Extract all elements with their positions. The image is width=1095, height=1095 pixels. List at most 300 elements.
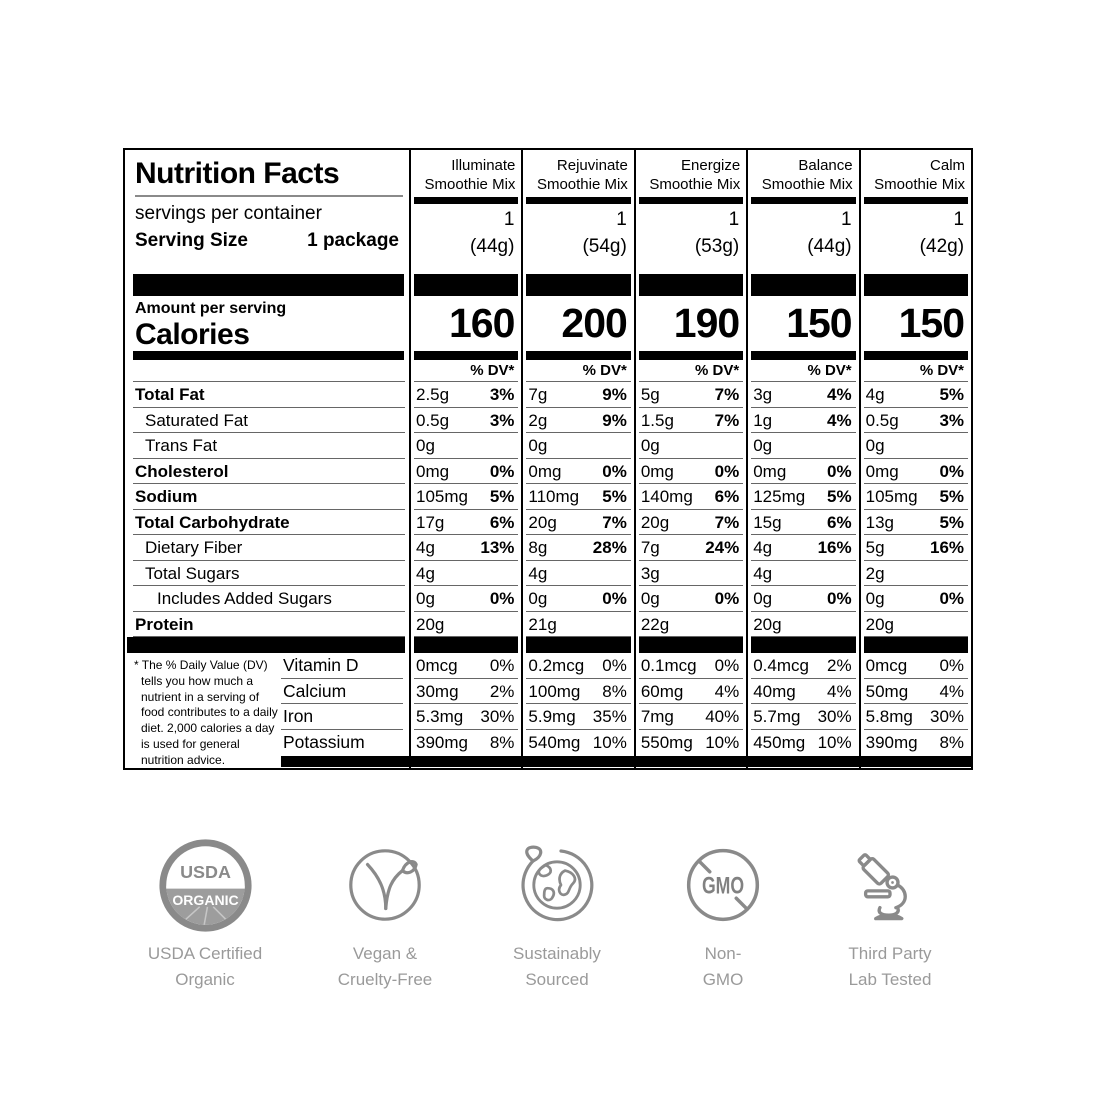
vitamin-dv: 4%	[939, 681, 965, 701]
nutrient-value-row	[523, 586, 633, 612]
nutrient-label: Trans Fat	[145, 436, 218, 455]
vitamin-value-row	[523, 704, 633, 730]
nutrient-amount: 0g	[753, 589, 773, 608]
nutrient-dv: 5%	[602, 487, 627, 506]
vitamin-value-row	[748, 704, 858, 730]
sustainable-globe-icon	[482, 833, 632, 937]
vitamin-values-area	[861, 653, 971, 768]
nutrient-value-row	[523, 535, 633, 561]
vitamin-dv: 8%	[939, 733, 965, 753]
nutrient-value-row	[636, 535, 746, 561]
nutrient-dv: 13%	[480, 538, 515, 557]
nutrient-amount: 0.5g	[416, 410, 450, 430]
product-name-line: Rejuvinate	[556, 157, 628, 174]
nutrient-value-row	[636, 382, 746, 408]
badge-sustainable	[482, 833, 632, 993]
nutrient-value-row	[636, 586, 746, 612]
nutrient-label: Dietary Fiber	[145, 538, 243, 557]
thick-divider-bar	[636, 637, 746, 653]
nutrient-dv: 16%	[930, 538, 965, 557]
label-bottom-area	[125, 653, 409, 767]
product-column-rejuvinate	[521, 150, 633, 768]
divider-bar	[636, 351, 746, 360]
badge-usda-organic	[130, 833, 280, 993]
nutrient-labels	[125, 382, 409, 637]
vitamin-value-row	[523, 653, 633, 679]
product-name-line: Energize	[681, 157, 741, 174]
label-column	[125, 150, 409, 768]
nutrient-value-row	[523, 484, 633, 510]
nutrient-dv: 28%	[592, 538, 627, 557]
vitamin-value-row	[636, 730, 746, 756]
divider-bar	[125, 351, 409, 360]
calories-value-area	[636, 296, 746, 351]
nutrient-value-row	[411, 561, 521, 587]
nutrient-value-row	[411, 408, 521, 434]
thick-divider-bar	[125, 274, 409, 296]
nutrient-value-row	[411, 433, 521, 459]
nutrient-value-row	[636, 510, 746, 536]
nutrient-amount: 0g	[528, 436, 548, 455]
product-name-line: Smoothie Mix	[874, 176, 966, 193]
vitamin-amount: 50mg	[865, 681, 909, 701]
nutrient-value-row	[861, 459, 971, 485]
vitamin-amount: 30mg	[416, 681, 459, 701]
vitamin-values-area	[523, 653, 633, 768]
servings-value: 1	[953, 209, 965, 230]
product-name-line: Illuminate	[451, 157, 516, 174]
badge-caption-line: Cruelty-Free	[337, 970, 433, 989]
thick-divider-bar	[636, 274, 746, 296]
vitamin-amount: 7mg	[640, 707, 674, 727]
nutrient-amount: 20g	[865, 614, 894, 634]
calories-value-area	[523, 296, 633, 351]
nutrient-amount: 1g	[753, 410, 773, 430]
vitamin-value-row	[861, 679, 971, 705]
nutrient-label: Includes Added Sugars	[157, 589, 332, 608]
thick-divider-bar	[748, 274, 858, 296]
nutrient-amount: 20g	[640, 512, 670, 532]
dv-header: % DV*	[861, 360, 971, 382]
product-header	[748, 150, 858, 274]
vitamin-label: Calcium	[283, 680, 347, 701]
calories-value: 200	[561, 300, 627, 346]
thick-divider-bar	[861, 637, 971, 653]
vitamin-label: Vitamin D	[283, 655, 359, 675]
vitamin-amount: 5.8mg	[865, 707, 913, 727]
nutrient-dv: 7%	[602, 512, 627, 532]
nutrient-amount: 0g	[753, 436, 773, 455]
vitamin-dv: 2%	[827, 656, 852, 675]
bottom-bar	[411, 756, 521, 767]
dv-header: % DV*	[748, 360, 858, 382]
nutrient-value-row	[636, 561, 746, 587]
vitamin-amount: 0.4mcg	[753, 656, 809, 675]
vitamin-amount: 450mg	[753, 733, 806, 753]
nutrient-amount: 20g	[753, 614, 782, 634]
vitamin-dv: 10%	[705, 733, 740, 753]
title-divider	[135, 195, 403, 197]
bottom-bar	[861, 756, 971, 767]
vitamin-amount: 0.1mcg	[640, 656, 697, 675]
vitamin-amount: 5.9mg	[528, 707, 576, 727]
nutrient-amount: 21g	[528, 614, 557, 634]
nutrient-amount: 0mg	[640, 461, 674, 481]
product-header	[523, 150, 633, 274]
nutrient-dv: 5%	[489, 487, 515, 506]
serving-size-label: Serving Size	[135, 230, 248, 251]
nutrient-amount: 4g	[528, 563, 548, 583]
nutrient-amount: 20g	[416, 614, 445, 634]
nutrient-amount: 0g	[640, 589, 660, 608]
thick-divider-bar	[125, 637, 409, 653]
nutrient-value-row	[861, 561, 971, 587]
vitamin-value-row	[523, 730, 633, 756]
vitamin-label-row	[281, 704, 409, 730]
nutrient-value-row	[748, 408, 858, 434]
serving-weight-value: (53g)	[694, 236, 740, 257]
nutrient-dv: 0%	[827, 589, 852, 608]
nutrient-dv: 5%	[827, 487, 852, 506]
nutrient-dv: 9%	[602, 385, 627, 404]
bottom-bar	[523, 756, 633, 767]
nutrient-label: Total Carbohydrate	[135, 512, 290, 532]
nutrient-amount: 4g	[753, 563, 773, 583]
vitamin-dv: 0%	[489, 656, 515, 675]
vitamin-value-row	[411, 653, 521, 679]
nutrient-dv: 4%	[827, 410, 852, 430]
nutrient-amount: 2.5g	[416, 385, 450, 404]
nutrient-amount: 0g	[865, 589, 885, 608]
nutrient-dv: 7%	[714, 410, 740, 430]
nutrient-amount: 13g	[865, 512, 894, 532]
product-name-line: Smoothie Mix	[649, 176, 741, 193]
seal-bottom-text: ORGANIC	[171, 891, 239, 908]
nutrient-label: Total Fat	[135, 385, 205, 404]
product-name	[523, 156, 633, 194]
vitamin-label: Iron	[283, 706, 314, 727]
bottom-bar	[281, 756, 409, 767]
servings-value: 1	[503, 209, 515, 230]
nutrient-label-row	[125, 408, 409, 434]
nutrient-dv: 0%	[602, 589, 627, 608]
vitamin-amount: 540mg	[528, 733, 581, 753]
nutrient-amount: 7g	[528, 385, 548, 404]
nutrient-amount: 0g	[528, 589, 548, 608]
vitamin-amount: 100mg	[528, 681, 581, 701]
badge-caption	[130, 941, 280, 993]
nutrient-value-row	[411, 459, 521, 485]
panel-title: Nutrition Facts	[135, 157, 340, 190]
product-column-balance	[746, 150, 858, 768]
nutrient-amount: 105mg	[865, 487, 918, 506]
nutrient-label-row	[125, 561, 409, 587]
nutrient-amount: 20g	[528, 512, 557, 532]
nutrient-value-row	[748, 535, 858, 561]
vitamin-dv: 35%	[592, 707, 627, 727]
nutrient-value-row	[861, 510, 971, 536]
usda-organic-seal-icon	[130, 833, 280, 937]
nutrient-dv: 16%	[817, 538, 852, 557]
nutrient-value-row	[636, 612, 746, 638]
nutrient-value-row	[523, 612, 633, 638]
nutrient-dv: 7%	[714, 385, 740, 404]
product-name-line: Balance	[798, 157, 853, 174]
vitamin-value-row	[523, 679, 633, 705]
nutrient-value-row	[636, 408, 746, 434]
nutrient-label-row	[125, 535, 409, 561]
nutrient-label-row	[125, 484, 409, 510]
nutrient-amount: 0g	[865, 436, 885, 455]
vitamin-dv: 4%	[714, 681, 740, 701]
badge-caption-line: Sourced	[525, 970, 589, 989]
vitamin-label-row	[281, 679, 409, 705]
vitamin-dv: 30%	[817, 707, 852, 727]
nutrient-dv: 0%	[714, 589, 740, 608]
nutrient-label: Saturated Fat	[145, 410, 249, 430]
thick-divider-bar	[861, 274, 971, 296]
product-name-line: Smoothie Mix	[424, 176, 516, 193]
nutrient-value-row	[748, 586, 858, 612]
nutrient-amount: 4g	[416, 538, 435, 557]
vitamin-value-row	[636, 704, 746, 730]
vegan-sprout-icon	[310, 833, 460, 937]
nutrient-amount: 110mg	[528, 487, 580, 506]
nutrient-value-row	[411, 484, 521, 510]
calories-value: 150	[898, 300, 965, 346]
vitamin-label: Potassium	[283, 732, 365, 753]
divider-bar	[411, 351, 521, 360]
vitamin-amount: 0mcg	[416, 656, 458, 675]
dv-footnote: * The % Daily Value (DV) tells you how much a nutrient in a serving of food contributes to a daily diet. 2,000 calories a day is used for general nutrition advice.	[134, 658, 278, 767]
product-name-line: Smoothie Mix	[536, 176, 628, 193]
vitamin-amount: 60mg	[640, 681, 684, 701]
nutrient-amount: 0g	[416, 589, 435, 608]
product-name-line: Smoothie Mix	[761, 176, 853, 193]
nutrient-amount: 2g	[528, 410, 548, 430]
label-header-area	[125, 150, 409, 274]
nutrient-amount: 17g	[416, 512, 445, 532]
nutrient-value-row	[523, 561, 633, 587]
servings-value: 1	[728, 209, 740, 230]
nutrient-dv: 9%	[602, 410, 627, 430]
nutrient-value-row	[523, 510, 633, 536]
badge-caption-line: Organic	[175, 970, 235, 989]
vitamin-value-row	[411, 679, 521, 705]
nutrient-value-row	[411, 612, 521, 638]
thick-divider-bar	[748, 637, 858, 653]
bottom-bar	[636, 756, 746, 767]
nutrient-dv: 5%	[939, 512, 965, 532]
nutrient-label: Protein	[135, 614, 194, 634]
badge-caption-line: Sustainably	[513, 944, 601, 963]
nutrient-value-row	[748, 484, 858, 510]
nutrient-value-row	[748, 459, 858, 485]
nutrient-amount: 125mg	[753, 487, 806, 506]
nutrient-label: Cholesterol	[135, 461, 229, 481]
product-column-energize	[634, 150, 746, 768]
serving-size-row	[125, 227, 409, 254]
nutrient-dv: 0%	[827, 461, 852, 481]
vitamin-value-row	[748, 730, 858, 756]
vitamin-label-row	[281, 653, 409, 679]
nutrient-value-row	[861, 612, 971, 638]
nutrient-value-row	[861, 408, 971, 434]
vitamin-value-row	[748, 679, 858, 705]
nutrient-label: Sodium	[135, 487, 198, 506]
vitamin-dv: 10%	[817, 733, 852, 753]
product-name	[861, 156, 971, 194]
divider-bar	[751, 197, 855, 204]
thick-divider-bar	[523, 274, 633, 296]
nutrient-amount: 2g	[865, 563, 885, 583]
nutrient-value-row	[748, 433, 858, 459]
nutrient-label-row	[125, 612, 409, 638]
vitamin-dv: 30%	[480, 707, 515, 727]
product-name-line: Calm	[930, 157, 966, 174]
badge-lab-tested	[815, 833, 965, 993]
nutrient-dv: 3%	[489, 410, 515, 430]
bottom-bar	[748, 756, 858, 767]
nutrient-amount: 22g	[640, 614, 670, 634]
nutrient-dv: 4%	[827, 385, 852, 404]
vitamin-value-row	[636, 653, 746, 679]
divider-bar	[864, 197, 968, 204]
vitamin-dv: 2%	[489, 681, 515, 701]
vitamin-value-row	[748, 653, 858, 679]
product-name	[748, 156, 858, 194]
nutrition-facts-panel	[123, 148, 973, 770]
nutrient-value-row	[748, 510, 858, 536]
nutrient-amount: 140mg	[640, 487, 693, 506]
calories-value-area	[861, 296, 971, 351]
vitamin-amount: 5.7mg	[753, 707, 801, 727]
nutrient-amount: 0mg	[753, 461, 787, 481]
nutrient-value-row	[411, 586, 521, 612]
thick-divider-bar	[523, 637, 633, 653]
badge-caption-line: Non-	[704, 944, 742, 963]
vitamin-dv: 10%	[592, 733, 627, 753]
product-header	[861, 150, 971, 274]
dv-header: % DV*	[523, 360, 633, 382]
calories-value-area	[411, 296, 521, 351]
nutrient-label-row	[125, 586, 409, 612]
badge-caption-line: Vegan &	[352, 944, 418, 963]
nutrient-dv: 6%	[489, 512, 515, 532]
dv-header: % DV*	[636, 360, 746, 382]
nutrient-dv: 0%	[939, 589, 965, 608]
gmo-text: GMO	[701, 872, 745, 900]
product-name	[411, 156, 521, 194]
vitamin-amount: 390mg	[865, 733, 918, 753]
badge-vegan	[310, 833, 460, 993]
nutrient-value-row	[636, 484, 746, 510]
divider-bar	[523, 351, 633, 360]
nutrient-label-row	[125, 382, 409, 408]
nutrient-value-row	[523, 408, 633, 434]
nutrient-value-row	[861, 433, 971, 459]
calories-label-area	[125, 296, 409, 351]
product-column-illuminate	[409, 150, 521, 768]
nutrient-value-row	[411, 510, 521, 536]
vitamin-dv: 8%	[602, 681, 627, 701]
nutrient-amount: 5g	[865, 538, 885, 557]
product-name	[636, 156, 746, 194]
vitamin-values-area	[411, 653, 521, 768]
nutrient-label-row	[125, 433, 409, 459]
badge-caption	[310, 941, 460, 993]
badge-caption	[648, 941, 798, 993]
nutrient-dv: 6%	[714, 487, 740, 506]
nutrient-value-row	[523, 433, 633, 459]
vitamin-labels	[281, 653, 409, 767]
nutrient-dv: 6%	[827, 512, 852, 532]
nutrient-amount: 0g	[640, 436, 660, 455]
nutrient-value-row	[748, 561, 858, 587]
badge-non-gmo	[648, 833, 798, 993]
nutrient-value-row	[411, 535, 521, 561]
nutrient-value-row	[861, 382, 971, 408]
nutrient-amount: 15g	[753, 512, 782, 532]
nutrient-dv: 0%	[489, 589, 515, 608]
nutrient-amount: 0mg	[865, 461, 899, 481]
nutrient-label: Total Sugars	[145, 563, 240, 583]
servings-value: 1	[616, 209, 627, 230]
vitamin-amount: 0mcg	[865, 656, 908, 675]
nutrient-amount: 4g	[416, 563, 435, 583]
seal-top-text: USDA	[179, 861, 231, 882]
divider-bar	[748, 351, 858, 360]
vitamin-dv: 0%	[939, 656, 965, 675]
divider-bar	[526, 197, 630, 204]
vitamin-amount: 40mg	[753, 681, 796, 701]
badge-caption-line: Third Party	[848, 944, 932, 963]
nutrient-value-row	[748, 382, 858, 408]
calories-value: 150	[786, 300, 852, 346]
vitamin-dv: 4%	[827, 681, 852, 701]
vitamin-value-row	[861, 704, 971, 730]
dv-header-spacer	[125, 360, 409, 382]
vitamin-dv: 8%	[489, 733, 515, 753]
nutrient-value-row	[861, 586, 971, 612]
nutrient-amount: 5g	[640, 385, 660, 404]
nutrient-value-row	[636, 459, 746, 485]
servings-per-container-label: servings per container	[135, 203, 322, 224]
vitamin-amount: 550mg	[640, 733, 693, 753]
nutrient-value-row	[748, 612, 858, 638]
vitamin-dv: 0%	[602, 656, 627, 675]
nutrient-amount: 1.5g	[640, 410, 674, 430]
vitamin-amount: 390mg	[416, 733, 468, 753]
product-header	[636, 150, 746, 274]
nutrient-amount: 0mg	[416, 461, 450, 481]
vitamin-dv: 30%	[930, 707, 965, 727]
badge-caption	[482, 941, 632, 993]
amount-per-serving-label: Amount per serving	[135, 300, 287, 317]
non-gmo-icon	[648, 833, 798, 937]
nutrient-amount: 105mg	[416, 487, 468, 506]
nutrient-value-row	[523, 459, 633, 485]
nutrient-dv: 3%	[489, 385, 515, 404]
vitamin-label-row	[281, 730, 409, 756]
nutrient-value-row	[411, 382, 521, 408]
nutrient-label-row	[125, 510, 409, 536]
vitamin-value-row	[861, 653, 971, 679]
nutrient-value-row	[636, 433, 746, 459]
nutrient-dv: 5%	[939, 487, 965, 506]
badge-caption-line: Lab Tested	[848, 970, 932, 989]
nutrient-amount: 4g	[865, 385, 885, 404]
